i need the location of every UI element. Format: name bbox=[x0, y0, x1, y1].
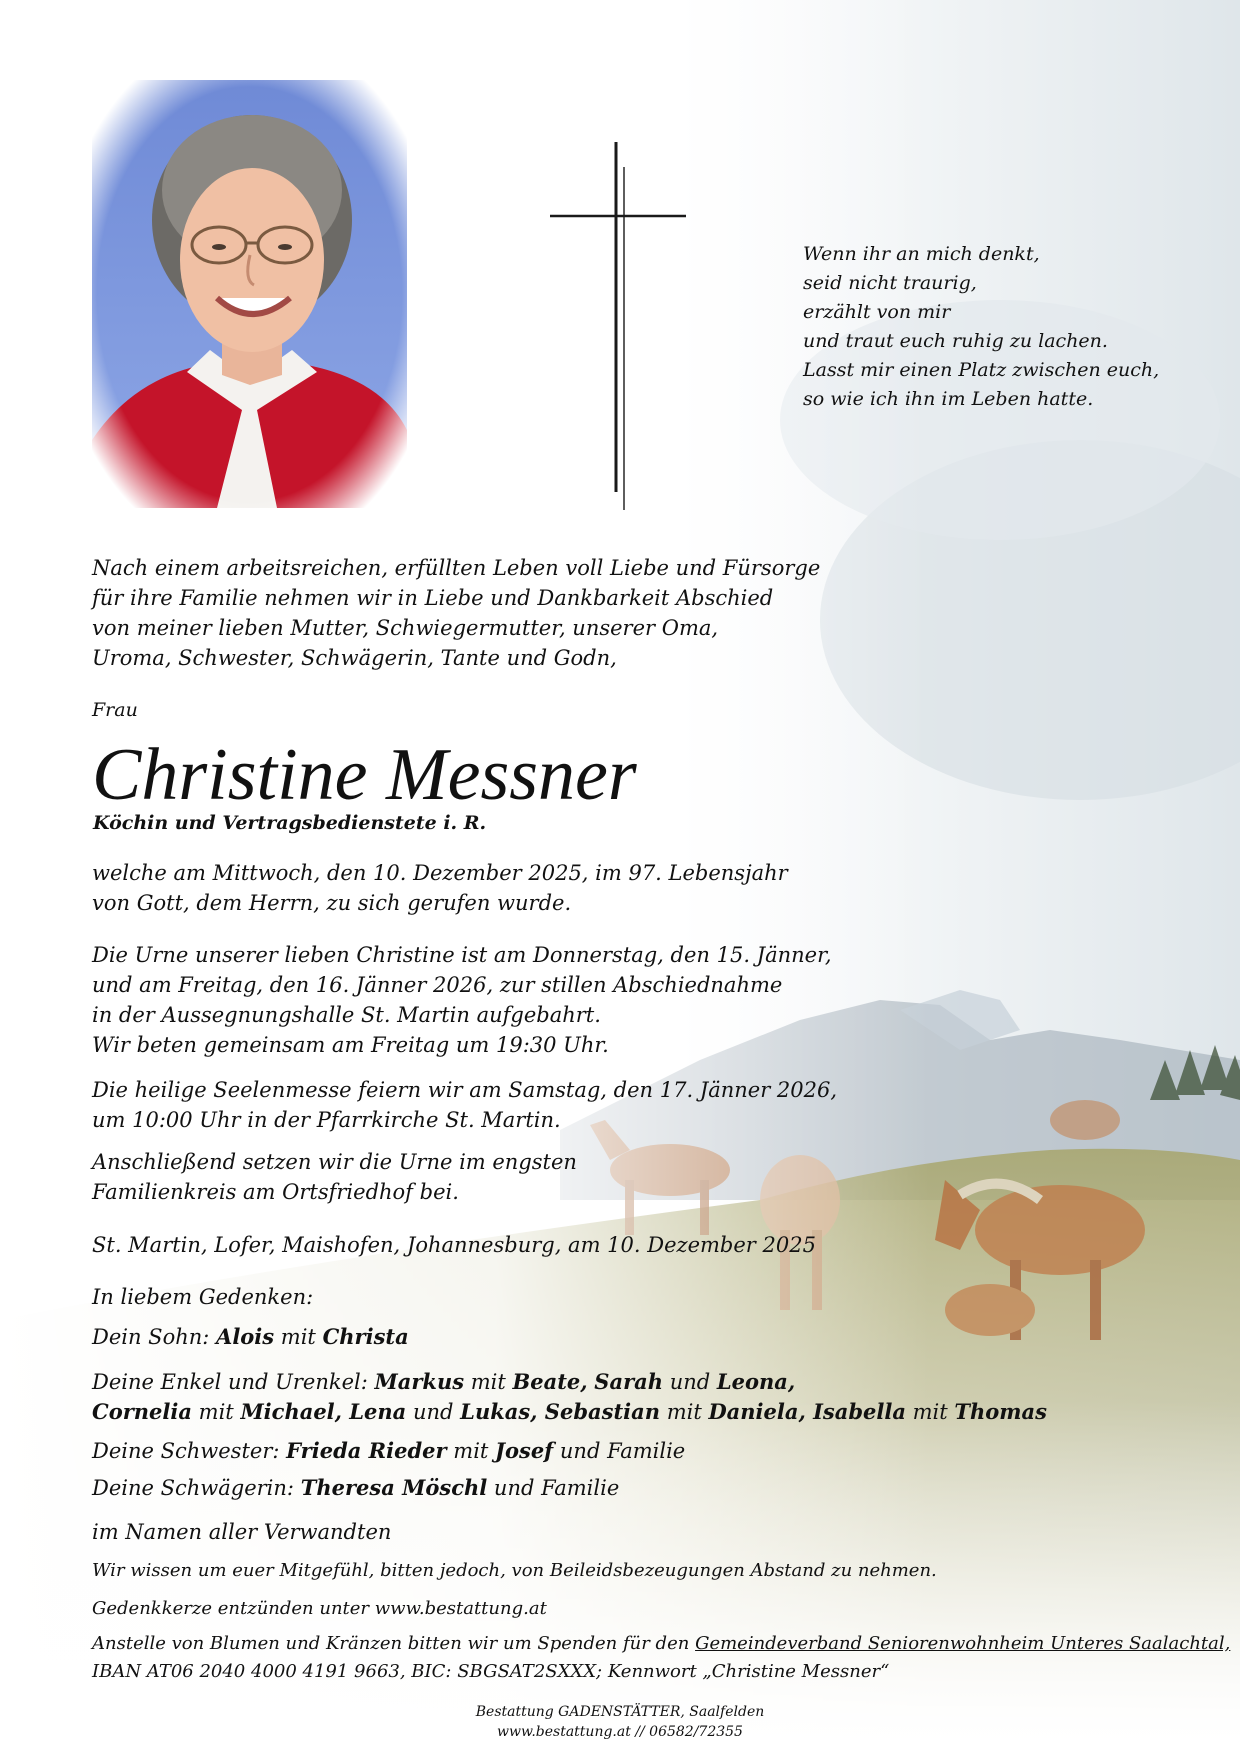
family-grandchildren bbox=[92, 1367, 1142, 1427]
grandchild-name: Sarah bbox=[594, 1369, 664, 1394]
grandchild-name: Lukas, Sebastian bbox=[460, 1399, 660, 1424]
urn-line: und am Freitag, den 16. Jänner 2026, zur stillen Abschiednahme bbox=[92, 973, 783, 997]
son-partner: Christa bbox=[322, 1324, 409, 1349]
son-with: mit bbox=[280, 1325, 316, 1349]
burial-line: Anschließend setzen wir die Urne im engsten bbox=[92, 1150, 577, 1174]
family-sister-in-law bbox=[92, 1473, 1142, 1503]
memory-heading: In liebem Gedenken: bbox=[92, 1285, 314, 1309]
urn-line: in der Aussegnungshalle St. Martin aufgebahrt. bbox=[92, 1003, 601, 1027]
family-son bbox=[92, 1322, 1142, 1352]
sister-in-law-name: Theresa Möschl bbox=[300, 1475, 488, 1500]
sister-name: Frieda Rieder bbox=[286, 1438, 447, 1463]
poem-line: Lasst mir einen Platz zwischen euch, bbox=[803, 359, 1160, 381]
sister-in-law-label: Deine Schwägerin: bbox=[92, 1476, 295, 1500]
poem-line: und traut euch ruhig zu lachen. bbox=[803, 330, 1108, 352]
grandchild-name: Thomas bbox=[954, 1399, 1047, 1424]
poem bbox=[803, 240, 1203, 414]
urn-viewing bbox=[92, 940, 1142, 1060]
burial-info bbox=[92, 1147, 1142, 1207]
donation-bank: IBAN AT06 2040 4000 4191 9663, BIC: SBGSAT2SXXX; Kennwort „Christine Messner“ bbox=[92, 1661, 890, 1682]
urn-line: Wir beten gemeinsam am Freitag um 19:30 Uhr. bbox=[92, 1033, 609, 1057]
connector: mit bbox=[470, 1370, 506, 1394]
poem-line: erzählt von mir bbox=[803, 301, 951, 323]
funeral-home-footer bbox=[0, 1702, 1240, 1742]
connector: mit bbox=[453, 1439, 489, 1463]
donation-prefix: Anstelle von Blumen und Kränzen bitten wir um Spenden für den bbox=[92, 1633, 690, 1654]
intro-line: Nach einem arbeitsreichen, erfüllten Leben voll Liebe und Fürsorge bbox=[92, 556, 821, 580]
death-announcement bbox=[92, 858, 1142, 918]
sister-partner: Josef bbox=[495, 1438, 554, 1463]
grandchildren-label: Deine Enkel und Urenkel: bbox=[92, 1370, 368, 1394]
grandchild-name: Michael, Lena bbox=[240, 1399, 407, 1424]
sister-tail: und Familie bbox=[559, 1439, 686, 1463]
sister-in-law-tail: und Familie bbox=[493, 1476, 620, 1500]
poem-line: Wenn ihr an mich denkt, bbox=[803, 243, 1040, 265]
death-line: welche am Mittwoch, den 10. Dezember 2025, im 97. Lebensjahr bbox=[92, 861, 788, 885]
urn-line: Die Urne unserer lieben Christine ist am Donnerstag, den 15. Jänner, bbox=[92, 943, 832, 967]
grandchild-name: Cornelia bbox=[92, 1399, 192, 1424]
son-name: Alois bbox=[216, 1324, 275, 1349]
grandchild-name: Markus bbox=[374, 1369, 465, 1394]
deceased-name: Christine Messner bbox=[92, 734, 637, 816]
mass-line: um 10:00 Uhr in der Pfarrkirche St. Martin. bbox=[92, 1108, 561, 1132]
occupation: Köchin und Vertragsbedienstete i. R. bbox=[93, 812, 487, 834]
footer-company: Bestattung GADENSTÄTTER, Saalfelden bbox=[475, 1704, 765, 1720]
connector: mit bbox=[198, 1400, 234, 1424]
portrait-photo bbox=[92, 80, 407, 508]
sister-label: Deine Schwester: bbox=[92, 1439, 280, 1463]
connector: und bbox=[669, 1370, 711, 1394]
poem-line: seid nicht traurig, bbox=[803, 272, 977, 294]
intro-line: Uroma, Schwester, Schwägerin, Tante und Godn, bbox=[92, 646, 617, 670]
cross-symbol bbox=[550, 142, 686, 510]
connector: mit bbox=[666, 1400, 702, 1424]
condolence-note: Wir wissen um euer Mitgefühl, bitten jedoch, von Beileidsbezeugungen Abstand zu nehmen. bbox=[92, 1560, 937, 1581]
connector: und bbox=[412, 1400, 454, 1424]
intro-line: für ihre Familie nehmen wir in Liebe und Dankbarkeit Abschied bbox=[92, 586, 774, 610]
place-date: St. Martin, Lofer, Maishofen, Johannesburg, am 10. Dezember 2025 bbox=[92, 1233, 816, 1257]
intro-text bbox=[92, 553, 1142, 673]
requiem-mass bbox=[92, 1075, 1142, 1135]
connector: mit bbox=[912, 1400, 948, 1424]
relatives-line: im Namen aller Verwandten bbox=[92, 1520, 392, 1544]
family-sister bbox=[92, 1436, 1142, 1466]
mass-line: Die heilige Seelenmesse feiern wir am Samstag, den 17. Jänner 2026, bbox=[92, 1078, 838, 1102]
grandchild-name: Leona, bbox=[716, 1369, 796, 1394]
son-label: Dein Sohn: bbox=[92, 1325, 210, 1349]
burial-line: Familienkreis am Ortsfriedhof bei. bbox=[92, 1180, 459, 1204]
donation-note bbox=[92, 1630, 1231, 1686]
candle-note: Gedenkkerze entzünden unter www.bestattung.at bbox=[92, 1598, 547, 1619]
poem-line: so wie ich ihn im Leben hatte. bbox=[803, 388, 1094, 410]
salutation: Frau bbox=[92, 699, 138, 721]
death-line: von Gott, dem Herrn, zu sich gerufen wurde. bbox=[92, 891, 572, 915]
donation-organisation: Gemeindeverband Seniorenwohnheim Unteres Saalachtal, bbox=[695, 1633, 1231, 1654]
intro-line: von meiner lieben Mutter, Schwiegermutter, unserer Oma, bbox=[92, 616, 719, 640]
grandchild-name: Beate, bbox=[512, 1369, 588, 1394]
grandchild-name: Daniela, Isabella bbox=[708, 1399, 906, 1424]
footer-contact: www.bestattung.at // 06582/72355 bbox=[497, 1724, 743, 1740]
